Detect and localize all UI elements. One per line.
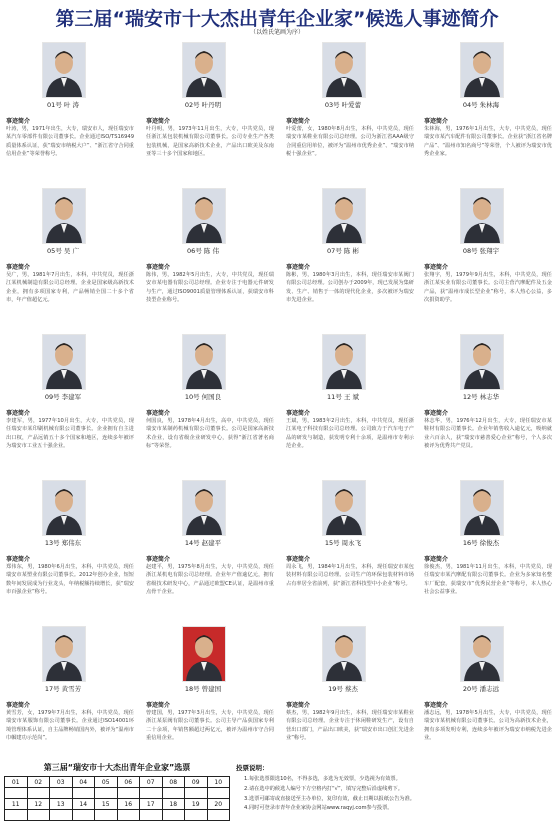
candidate-bio: 林志华，男，1976年12月出生，大专，现任瑞安市某鞋材有限公司董事长。企业年销售收入逾亿元，吸纳就业六百余人，获“瑞安市慈善爱心企业”称号，个人多次被评为优秀共产党员。	[424, 418, 552, 449]
candidate-bio: 周永飞，男，1984年1月出生，本科，现任瑞安市某包装材料有限公司总经理。公司生产的环保包装材料市场占有率居全省前列，获“浙江省科技型中小企业”称号。	[286, 564, 414, 587]
ballot-vote-cell[interactable]	[50, 810, 73, 821]
candidate-caption: 09号 李建军	[44, 393, 82, 401]
bio-heading: 事迹简介	[146, 264, 171, 271]
candidate-card	[0, 38, 138, 183]
ballot-number-cell: 14	[72, 799, 95, 810]
candidate-caption: 01号 叶 涛	[47, 101, 79, 109]
ballot-number-cell: 10	[207, 777, 230, 788]
ballot-vote-cell[interactable]	[72, 810, 95, 821]
candidate-photo	[42, 42, 86, 98]
note-line: 4.同时可登录市青年企业家协会网站www.raqyj.com参与投票。	[244, 805, 393, 812]
candidate-photo	[460, 42, 504, 98]
note-line: 1.每张选票限选10名，不得多选，多选为无效票，少选视为有效票。	[244, 776, 401, 782]
candidate-card	[418, 184, 554, 329]
candidate-caption: 14号 赵建平	[184, 539, 222, 547]
candidate-bio: 陈伟，男，1982年5月出生，大专，中共党员，现任瑞安市某电器有限公司总经理。企业专注于电器元件研发与生产，通过ISO9001质量管理体系认证，获瑞安市科技型企业称号。	[146, 272, 274, 303]
candidate-caption: 03号 叶爱蕾	[324, 101, 362, 109]
candidate-photo	[322, 480, 366, 536]
candidate-card	[418, 622, 554, 767]
candidate-card	[140, 476, 278, 621]
candidate-photo	[42, 188, 86, 244]
candidate-photo	[42, 626, 86, 682]
ballot-number-cell: 09	[185, 777, 208, 788]
ballot-number-cell: 15	[95, 799, 118, 810]
candidate-bio: 叶爱蕾，女，1980年8月出生，本科，中共党员，现任瑞安市某鞋业有限公司总经理。公司为浙江省AAA级守合同重信用单位，被评为“温州市优秀企业”、“瑞安市纳税十强企业”。	[286, 126, 414, 157]
candidate-card	[280, 184, 418, 329]
candidate-bio: 朱林海，男，1976年1月出生，大专，中共党员，现任瑞安市某汽车配件有限公司董事长。企业获“浙江省名牌产品”、“温州市知名商号”等荣誉，个人被评为瑞安市优秀企业家。	[424, 126, 552, 157]
bio-heading: 事迹简介	[146, 702, 171, 709]
bio-heading: 事迹简介	[424, 118, 449, 125]
candidate-photo	[460, 334, 504, 390]
candidate-card	[280, 622, 418, 767]
candidate-caption: 07号 陈 彬	[327, 247, 359, 255]
ballot-vote-cell[interactable]	[50, 788, 73, 799]
candidate-caption: 20号 潘志远	[462, 685, 500, 693]
ballot-vote-cell[interactable]	[95, 810, 118, 821]
candidate-card	[140, 184, 278, 329]
candidate-photo	[42, 334, 86, 390]
ballot-vote-cell[interactable]	[95, 788, 118, 799]
candidate-bio: 何国良，男，1978年4月出生，高中，中共党员，现任瑞安市某制药机械有限公司董事长。公司是国家高新技术企业，设有省级企业研发中心，获得“浙江省著名商标”等荣誉。	[146, 418, 274, 449]
candidate-bio: 潘志远，男，1978年5月出生，大专，中共党员，现任瑞安市某机械有限公司董事长。公司为高新技术企业，拥有多项发明专利，连续多年被评为瑞安市纳税先进企业。	[424, 710, 552, 741]
bio-heading: 事迹简介	[146, 410, 171, 417]
ballot-title: 第三届“瑞安市十大杰出青年企业家”选票	[43, 763, 191, 772]
candidate-photo	[460, 188, 504, 244]
notes-body	[244, 775, 550, 814]
ballot-number-cell: 17	[140, 799, 163, 810]
ballot-vote-cell[interactable]	[5, 810, 28, 821]
candidate-caption: 02号 叶丹明	[184, 101, 222, 109]
ballot-table	[4, 776, 230, 821]
ballot-vote-cell[interactable]	[162, 810, 185, 821]
bio-heading: 事迹简介	[424, 410, 449, 417]
candidate-bio: 吴广，男，1981年7月出生，本科，中共党员，现任浙江某机械制造有限公司总经理。企业是国家级高新技术企业，拥有多项国家专利，产品畅销全国二十多个省市，年产值超亿元。	[6, 272, 134, 303]
note-line: 2.请在选中的候选人编号下方空格内打“√”，填写完整后沿虚线剪下。	[244, 785, 403, 792]
ballot-number-cell: 11	[5, 799, 28, 810]
ballot-number-cell: 08	[162, 777, 185, 788]
candidate-card	[418, 330, 554, 475]
candidate-card	[0, 476, 138, 621]
bio-heading: 事迹简介	[286, 264, 311, 271]
ballot-number-cell: 06	[117, 777, 140, 788]
bio-heading: 事迹简介	[6, 118, 31, 125]
notes-title: 投票说明：	[236, 764, 269, 772]
bio-heading: 事迹简介	[286, 118, 311, 125]
candidate-photo	[182, 188, 226, 244]
ballot-number-cell: 18	[162, 799, 185, 810]
bio-heading: 事迹简介	[424, 556, 449, 563]
bio-heading: 事迹简介	[6, 702, 31, 709]
bio-heading: 事迹简介	[424, 264, 449, 271]
candidate-bio: 徐俊杰，男，1981年11月出生，本科，中共党员，现任瑞安市某汽摩配有限公司董事长。企业为多家知名整车厂配套，获瑞安市“优秀民营企业”等称号，本人热心社会公益事业。	[424, 564, 552, 595]
candidate-photo	[182, 42, 226, 98]
bio-heading: 事迹简介	[6, 556, 31, 563]
candidate-photo	[182, 334, 226, 390]
candidate-caption: 06号 陈 伟	[187, 247, 219, 255]
ballot-vote-cell[interactable]	[117, 810, 140, 821]
candidate-caption: 17号 黄雪芳	[44, 685, 82, 693]
ballot-number-cell: 07	[140, 777, 163, 788]
ballot-vote-cell[interactable]	[185, 810, 208, 821]
ballot-number-cell: 03	[50, 777, 73, 788]
ballot-number-cell: 04	[72, 777, 95, 788]
candidate-bio: 李建军，男，1977年10月出生，大专，中共党员，现任瑞安市某印刷机械有限公司董事长。企业拥有自主进出口权，产品远销五十多个国家和地区，连续多年被评为瑞安市工业五十强企业。	[6, 418, 134, 449]
candidate-bio: 叶涛，男，1971年出生，大专，瑞安市人，现任瑞安市某汽车零部件有限公司董事长。企业通过ISO/TS16949质量体系认证，获“瑞安市纳税大户”、“浙江省守合同重信用企业”等荣誉称号。	[6, 126, 134, 157]
ballot-number-cell: 13	[50, 799, 73, 810]
candidate-photo	[322, 188, 366, 244]
ballot-number-cell: 16	[117, 799, 140, 810]
ballot-vote-cell[interactable]	[185, 788, 208, 799]
candidate-photo	[322, 42, 366, 98]
ballot-vote-cell[interactable]	[27, 810, 50, 821]
ballot-number-cell: 01	[5, 777, 28, 788]
ballot-number-cell: 02	[27, 777, 50, 788]
candidate-card	[418, 476, 554, 621]
ballot-number-cell: 19	[185, 799, 208, 810]
ballot-vote-cell[interactable]	[5, 788, 28, 799]
candidate-bio: 郑伟东，男，1980年6月出生，本科，中共党员，现任瑞安市某塑业有限公司董事长。2012年创办企业，短短数年间发展成为行业龙头，年纳税额持续增长，获“瑞安市百强企业”称号。	[6, 564, 134, 595]
candidate-bio: 蔡杰，男，1982年9月出生，本科，现任瑞安市某鞋业有限公司总经理。企业专注于休闲鞋研发生产，设有自营出口部门，产品出口欧美，获“瑞安市出口创汇先进企业”称号。	[286, 710, 414, 741]
candidate-caption: 16号 徐俊杰	[462, 539, 500, 547]
candidate-card	[280, 38, 418, 183]
page-subtitle: （以姓氏笔画为序）	[249, 29, 304, 36]
ballot-number-cell: 20	[207, 799, 230, 810]
candidate-caption: 08号 张翔宇	[462, 247, 500, 255]
candidate-photo	[182, 626, 226, 682]
note-line: 3.选票可邮寄或直接送至主办单位，复印有效，截止日期以报纸公告为准。	[244, 795, 415, 802]
ballot-vote-cell[interactable]	[207, 788, 230, 799]
ballot-vote-cell[interactable]	[207, 810, 230, 821]
candidate-bio: 赵建平，男，1975年8月出生，大专，中共党员，现任浙江某机电有限公司总经理。企业年产值逾亿元，拥有省级技术研发中心，产品通过欧盟CE认证，是温州市重点骨干企业。	[146, 564, 274, 595]
candidate-card	[418, 38, 554, 183]
candidate-card	[0, 330, 138, 475]
ballot-number-cell: 05	[95, 777, 118, 788]
page-title: 第三届“瑞安市十大杰出青年企业家”候选人事迹简介	[55, 8, 499, 30]
bio-heading: 事迹简介	[286, 556, 311, 563]
candidate-card	[140, 38, 278, 183]
candidate-bio: 曾建国，男，1977年3月出生，大专，中共党员，现任浙江某泵阀有限公司董事长。公司主导产品获国家专利二十余项，年销售额超过两亿元，被评为温州市守合同重信用企业。	[146, 710, 274, 741]
candidate-photo	[460, 626, 504, 682]
candidate-caption: 04号 朱林海	[462, 101, 500, 109]
candidate-card	[280, 476, 418, 621]
candidate-caption: 19号 蔡杰	[328, 685, 358, 693]
candidate-photo	[322, 626, 366, 682]
candidate-card	[140, 330, 278, 475]
bio-heading: 事迹简介	[6, 264, 31, 271]
bio-heading: 事迹简介	[146, 556, 171, 563]
candidate-caption: 10号 何国良	[184, 393, 222, 401]
ballot-vote-cell[interactable]	[140, 810, 163, 821]
bio-heading: 事迹简介	[286, 410, 311, 417]
candidate-bio: 王斌，男，1983年2月出生，本科，中共党员，现任浙江某电子科技有限公司总经理。公司致力于汽车电子产品的研发与制造，获发明专利十余项，是温州市专利示范企业。	[286, 418, 414, 449]
candidate-card	[0, 184, 138, 329]
candidate-caption: 05号 吴 广	[47, 247, 79, 255]
ballot-vote-cell[interactable]	[162, 788, 185, 799]
candidate-photo	[460, 480, 504, 536]
candidate-photo	[182, 480, 226, 536]
candidate-bio: 张翔宇，男，1979年9月出生，本科，中共党员，现任浙江某实业有限公司董事长。公司主营汽摩配件及五金产品，获“温州市成长型企业”称号，本人热心公益，多次捐资助学。	[424, 272, 552, 303]
bio-heading: 事迹简介	[424, 702, 449, 709]
ballot-vote-cell[interactable]	[27, 788, 50, 799]
candidate-photo	[42, 480, 86, 536]
candidate-photo	[322, 334, 366, 390]
candidate-bio: 叶丹明，男，1973年11月出生，大专，中共党员，现任浙江某包装机械有限公司董事长。公司专业生产各类包装机械，是国家高新技术企业，产品出口欧美及东南亚等三十多个国家和地区。	[146, 126, 274, 157]
candidate-bio: 陈彬，男，1980年3月出生，本科，现任瑞安市某阀门有限公司总经理。公司创办于2009年，现已发展为集研发、生产、销售于一体的现代化企业，多次被评为瑞安市先进企业。	[286, 272, 414, 303]
bio-heading: 事迹简介	[146, 118, 171, 125]
bio-heading: 事迹简介	[6, 410, 31, 417]
ballot-vote-cell[interactable]	[117, 788, 140, 799]
candidate-caption: 12号 林志华	[462, 393, 500, 401]
candidate-caption: 15号 周永飞	[324, 539, 362, 547]
candidate-caption: 13号 郑伟东	[44, 539, 82, 547]
ballot-vote-cell[interactable]	[72, 788, 95, 799]
candidate-caption: 11号 王 斌	[327, 393, 359, 401]
candidate-card	[0, 622, 138, 767]
candidate-card	[140, 622, 278, 767]
candidate-caption: 18号 曾建国	[184, 685, 222, 693]
ballot-vote-cell[interactable]	[140, 788, 163, 799]
ballot-number-cell: 12	[27, 799, 50, 810]
candidate-grid	[0, 38, 554, 763]
bio-heading: 事迹简介	[286, 702, 311, 709]
candidate-card	[280, 330, 418, 475]
candidate-bio: 黄雪芳，女，1979年7月出生，本科，中共党员，现任瑞安市某服饰有限公司董事长。企业通过ISO14001环境管理体系认证，自主品牌畅销国内外，被评为“温州市巾帼建功示范岗”。	[6, 710, 134, 741]
